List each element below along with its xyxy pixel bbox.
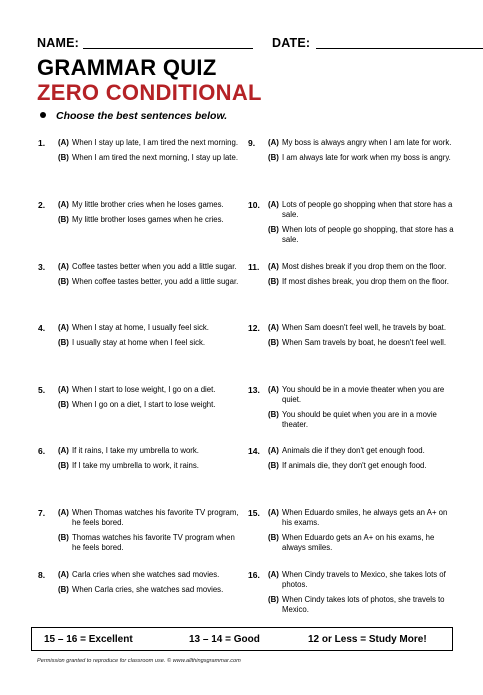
question-number: 3.	[38, 262, 46, 272]
option-a	[268, 385, 454, 405]
option-b	[268, 338, 454, 348]
option-label: (A)	[268, 446, 279, 455]
option-b	[58, 153, 244, 163]
option-text: When Eduardo gets an A+ on his exams, he always smiles.	[282, 533, 435, 552]
option-label: (A)	[58, 446, 69, 455]
score-good: 13 – 14 = Good	[189, 634, 260, 645]
option-label: (B)	[58, 461, 69, 470]
option-label: (A)	[268, 385, 279, 394]
option-label: (A)	[268, 200, 279, 209]
option-a	[58, 508, 244, 528]
option-text: When Eduardo smiles, he always gets an A+ on his exams.	[282, 508, 448, 527]
option-b	[268, 595, 454, 615]
option-b	[268, 153, 454, 163]
question-number: 13.	[248, 385, 260, 395]
quiz-title: GRAMMAR QUIZ	[37, 55, 217, 80]
question-number: 10.	[248, 200, 260, 210]
option-b	[58, 585, 244, 595]
option-text: Most dishes break if you drop them on the floor.	[282, 262, 447, 271]
question-number: 9.	[248, 138, 256, 148]
option-a	[58, 138, 244, 148]
option-label: (B)	[58, 585, 69, 594]
option-text: When I stay up late, I am tired the next morning.	[72, 138, 238, 147]
question-8	[38, 570, 238, 600]
option-text: My little brother loses games when he cries.	[72, 215, 224, 224]
question-number: 16.	[248, 570, 260, 580]
option-b	[58, 533, 244, 553]
option-b	[268, 410, 454, 430]
question-number: 15.	[248, 508, 260, 518]
option-b	[58, 400, 244, 410]
question-16	[248, 570, 448, 620]
option-label: (A)	[268, 570, 279, 579]
option-a	[268, 323, 454, 333]
option-a	[58, 570, 244, 580]
option-text: When Cindy travels to Mexico, she takes lots of photos.	[282, 570, 446, 589]
option-text: If animals die, they don't get enough food.	[282, 461, 427, 470]
option-label: (A)	[58, 570, 69, 579]
question-9	[248, 138, 452, 168]
question-number: 2.	[38, 200, 46, 210]
option-a	[268, 200, 454, 220]
option-a	[58, 385, 244, 395]
option-label: (B)	[268, 225, 279, 234]
option-label: (A)	[58, 323, 69, 332]
question-number: 7.	[38, 508, 46, 518]
name-label: NAME:	[37, 36, 79, 50]
option-label: (B)	[58, 400, 69, 409]
option-label: (A)	[268, 262, 279, 271]
option-text: When I start to lose weight, I go on a diet.	[72, 385, 216, 394]
option-label: (B)	[268, 277, 279, 286]
question-number: 4.	[38, 323, 46, 333]
option-text: I am always late for work when my boss is angry.	[282, 153, 451, 162]
option-label: (B)	[58, 215, 69, 224]
question-number: 11.	[248, 262, 260, 272]
question-11	[248, 262, 448, 292]
question-4	[38, 323, 238, 353]
option-label: (B)	[268, 410, 279, 419]
option-b	[268, 225, 454, 245]
question-10	[248, 200, 454, 250]
name-date-row	[37, 36, 457, 52]
option-label: (A)	[58, 385, 69, 394]
option-a	[268, 446, 454, 456]
option-a	[58, 446, 244, 456]
option-b	[58, 461, 244, 471]
option-label: (A)	[58, 200, 69, 209]
question-13	[248, 385, 448, 435]
option-text: If most dishes break, you drop them on the floor.	[282, 277, 449, 286]
quiz-subtitle: ZERO CONDITIONAL	[37, 80, 262, 105]
option-text: I usually stay at home when I feel sick.	[72, 338, 206, 347]
option-label: (A)	[268, 323, 279, 332]
date-field-line	[316, 48, 483, 49]
question-3	[38, 262, 238, 292]
option-label: (B)	[268, 338, 279, 347]
date-label: DATE:	[272, 36, 311, 50]
option-b	[58, 338, 244, 348]
bullet-icon	[40, 112, 46, 118]
option-label: (B)	[58, 338, 69, 347]
option-b	[268, 277, 454, 287]
option-text: Thomas watches his favorite TV program when he feels bored.	[72, 533, 235, 552]
option-text: If I take my umbrella to work, it rains.	[72, 461, 199, 470]
option-b	[268, 461, 454, 471]
question-number: 1.	[38, 138, 46, 148]
option-label: (B)	[58, 277, 69, 286]
option-text: When coffee tastes better, you add a little sugar.	[72, 277, 239, 286]
option-text: Coffee tastes better when you add a little sugar.	[72, 262, 237, 271]
option-text: When lots of people go shopping, that store has a sale.	[282, 225, 454, 244]
question-number: 6.	[38, 446, 46, 456]
instructions	[40, 110, 227, 122]
option-label: (A)	[268, 138, 279, 147]
option-text: When Carla cries, she watches sad movies.	[72, 585, 224, 594]
option-a	[58, 262, 244, 272]
option-a	[268, 570, 454, 590]
instructions-text: Choose the best sentences below.	[56, 110, 228, 122]
question-number: 12.	[248, 323, 260, 333]
name-field-line	[83, 48, 253, 49]
option-text: Lots of people go shopping when that store has a sale.	[282, 200, 453, 219]
option-b	[58, 277, 244, 287]
option-label: (B)	[268, 461, 279, 470]
option-text: If it rains, I take my umbrella to work.	[72, 446, 199, 455]
question-7	[38, 508, 238, 558]
option-text: When Thomas watches his favorite TV program, he feels bored.	[72, 508, 239, 527]
option-b	[58, 215, 244, 225]
score-study-more: 12 or Less = Study More!	[308, 634, 427, 645]
option-label: (A)	[58, 138, 69, 147]
option-label: (B)	[268, 153, 279, 162]
question-14	[248, 446, 448, 476]
question-5	[38, 385, 238, 415]
question-2	[38, 200, 238, 230]
option-text: You should be in a movie theater when you are quiet.	[282, 385, 445, 404]
option-a	[58, 200, 244, 210]
option-label: (B)	[58, 153, 69, 162]
question-12	[248, 323, 448, 353]
copyright-footer: Permission granted to reproduce for classroom use. © www.allthingsgrammar.com	[37, 658, 241, 664]
option-text: My boss is always angry when I am late for work.	[282, 138, 452, 147]
option-a	[268, 138, 454, 148]
question-number: 14.	[248, 446, 260, 456]
option-label: (B)	[268, 533, 279, 542]
score-box	[31, 627, 453, 651]
score-excellent: 15 – 16 = Excellent	[44, 634, 133, 645]
option-label: (B)	[58, 533, 69, 542]
option-b	[268, 533, 454, 553]
option-text: Carla cries when she watches sad movies.	[72, 570, 220, 579]
option-text: My little brother cries when he loses games.	[72, 200, 224, 209]
option-label: (A)	[268, 508, 279, 517]
question-number: 5.	[38, 385, 46, 395]
option-text: When I am tired the next morning, I stay up late.	[72, 153, 238, 162]
question-1	[38, 138, 238, 168]
option-a	[268, 262, 454, 272]
option-text: When Sam travels by boat, he doesn't feel well.	[282, 338, 447, 347]
option-text: You should be quiet when you are in a movie theater.	[282, 410, 437, 429]
option-text: When I stay at home, I usually feel sick.	[72, 323, 209, 332]
option-label: (A)	[58, 262, 69, 271]
question-15	[248, 508, 448, 558]
option-label: (B)	[268, 595, 279, 604]
option-a	[268, 508, 454, 528]
option-text: When Cindy takes lots of photos, she travels to Mexico.	[282, 595, 445, 614]
option-a	[58, 323, 244, 333]
option-label: (A)	[58, 508, 69, 517]
question-number: 8.	[38, 570, 46, 580]
question-6	[38, 446, 238, 476]
option-text: When Sam doesn't feel well, he travels by boat.	[282, 323, 447, 332]
option-text: Animals die if they don't get enough food.	[282, 446, 425, 455]
option-text: When I go on a diet, I start to lose weight.	[72, 400, 216, 409]
